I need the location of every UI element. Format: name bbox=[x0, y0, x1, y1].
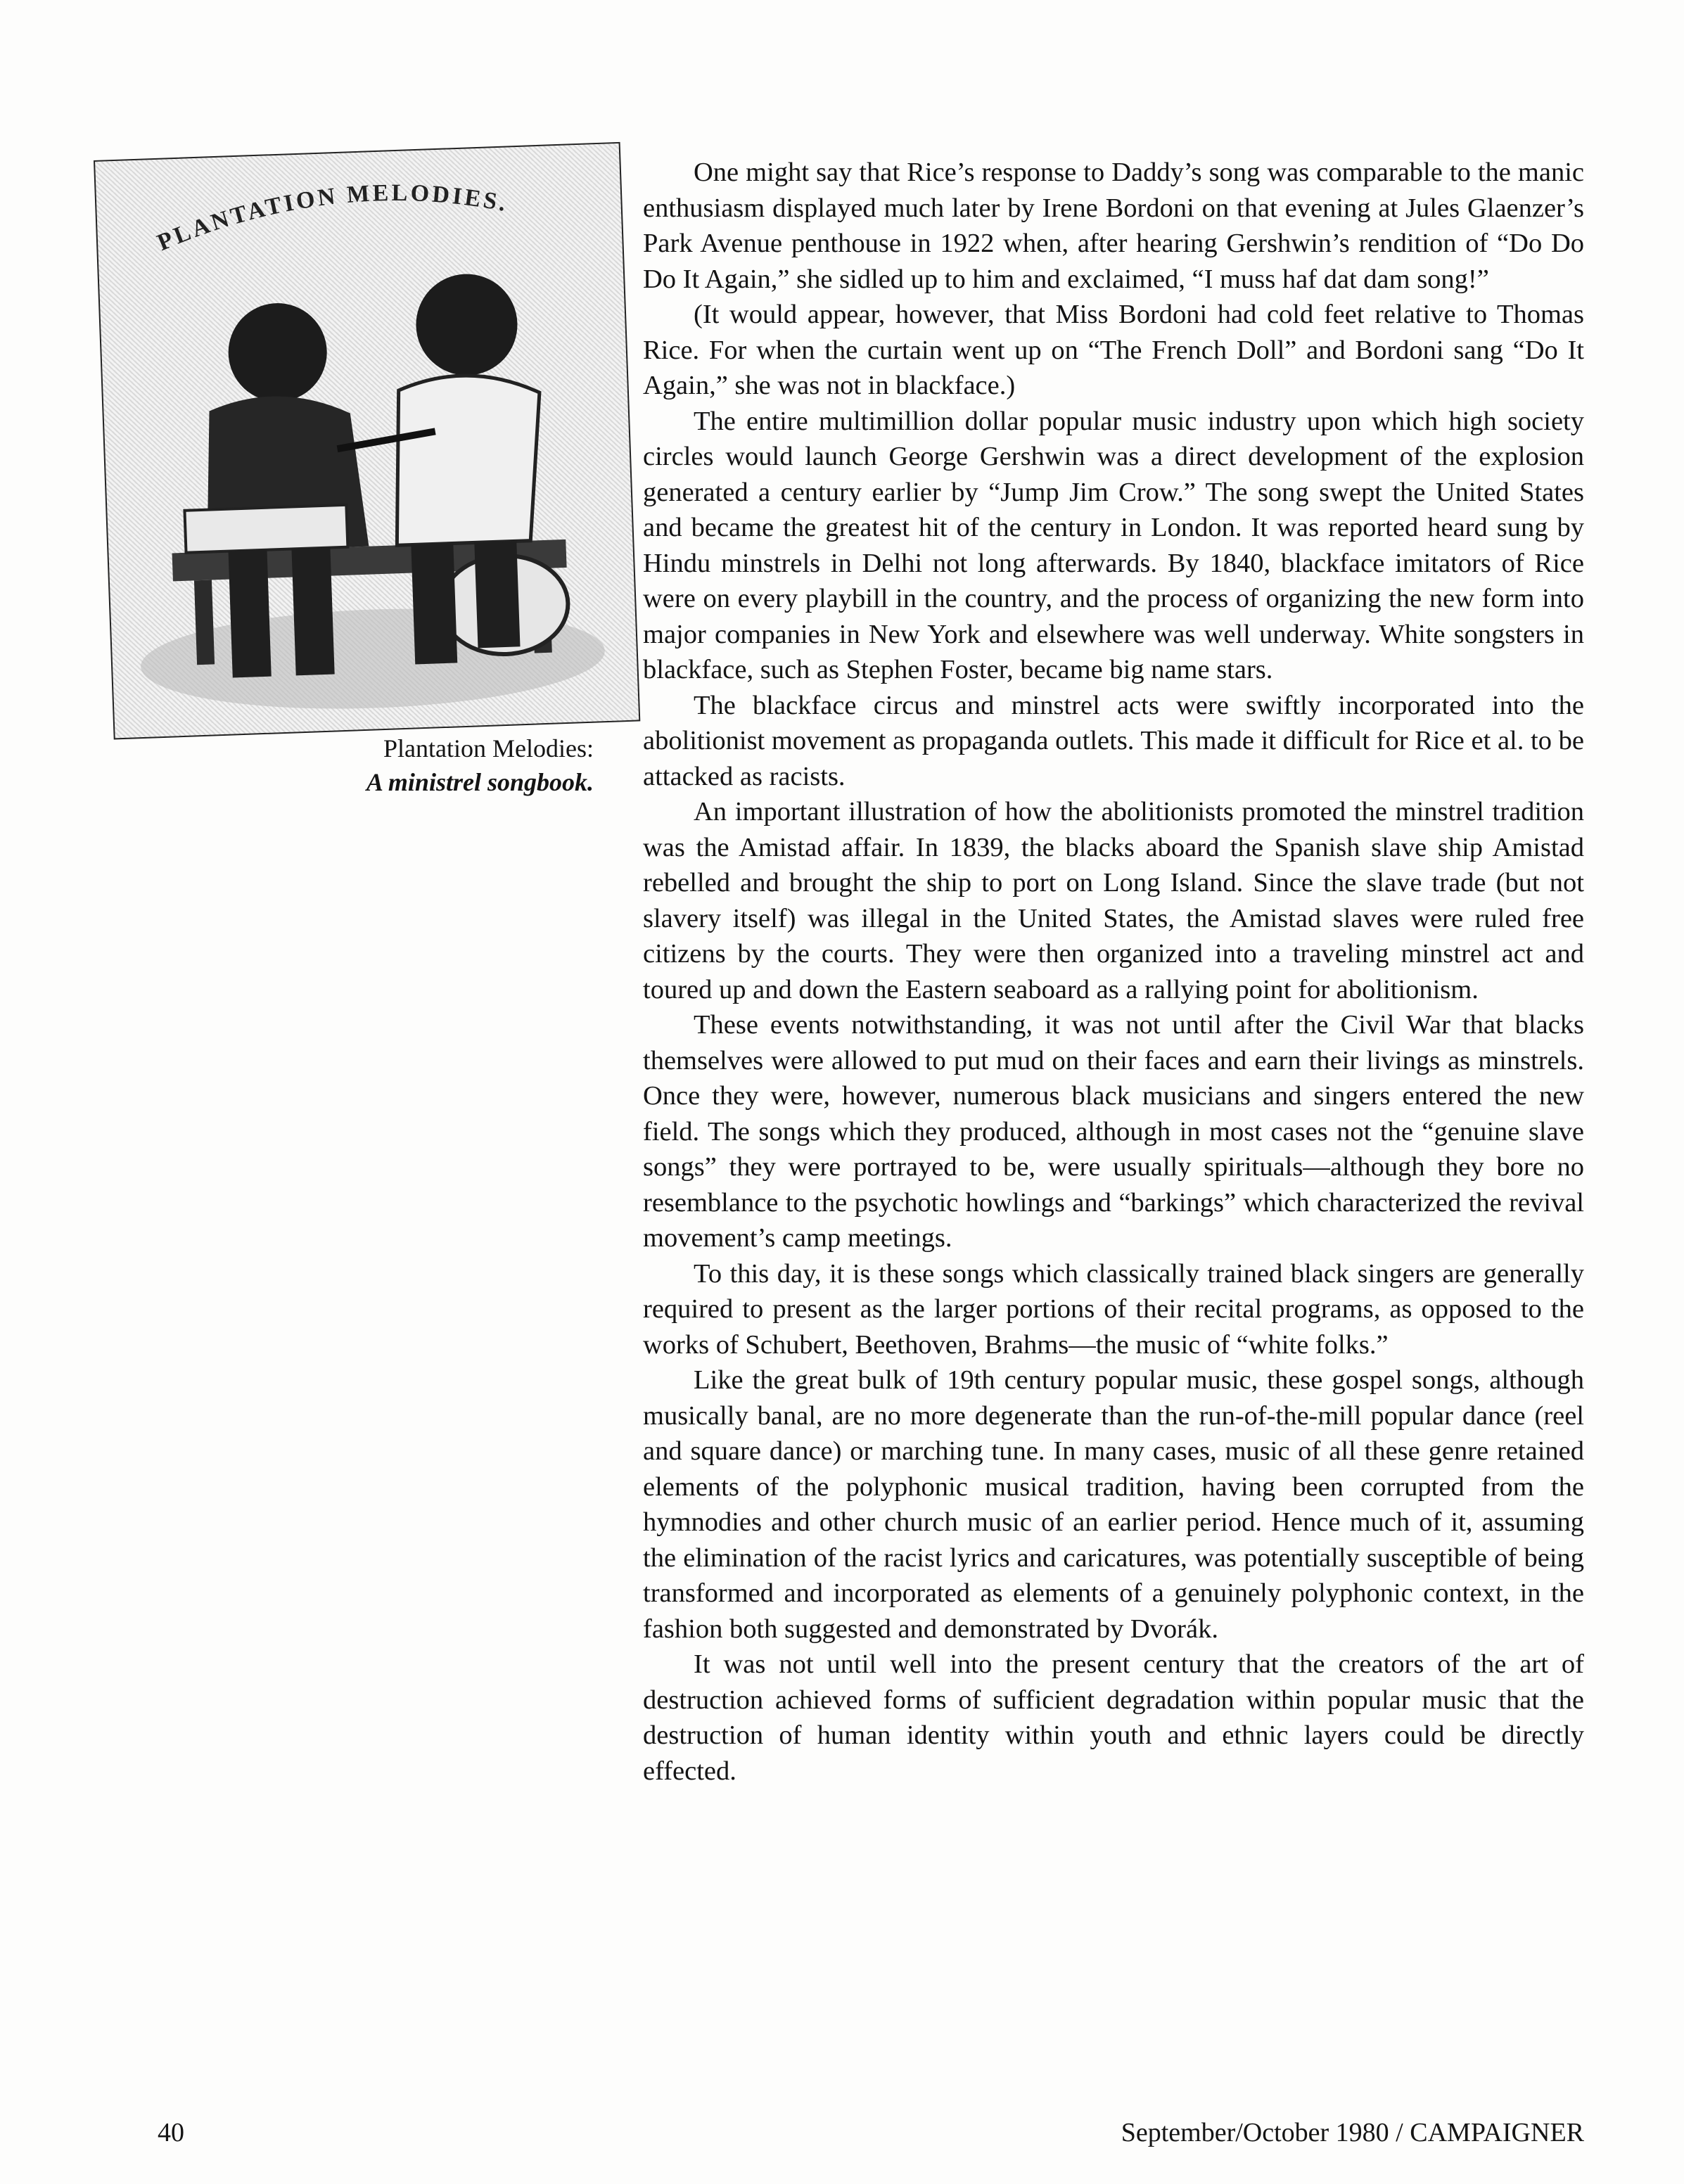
caption-subtitle: A ministrel songbook. bbox=[366, 768, 594, 796]
minstrel-figures-image bbox=[95, 143, 639, 739]
songbook-illustration bbox=[94, 142, 640, 740]
illustration-banner: PLANTATION MELODIES. bbox=[153, 179, 511, 256]
paragraph: An important illustration of how the abolitionists promoted the minstrel tradition was the Amistad affair. In 1839, the blacks aboard the Spanish slave ship Amistad rebelled and brought the ship to port on Long Island. Since the slave trade (but not slavery itself) was illegal in the United States, the Amistad slaves were ruled free citizens by the courts. They were then organized into a traveling minstrel act and toured up and down the Eastern seaboard as a rallying point for abolitionism. bbox=[643, 797, 1584, 1004]
paragraph: It was not until well into the present century that the creators of the art of destruction achieved forms of sufficient degradation within popular music that the destruction of human identity within youth and ethnic layers could be directly effected. bbox=[643, 1649, 1584, 1786]
paragraph: To this day, it is these songs which classically trained black singers are generally required to present as the larger portions of their recital programs, as opposed to the works of Schubert, Beethoven, Brahms—the music of “white folks.” bbox=[643, 1258, 1584, 1360]
svg-text:PLANTATION MELODIES. bbox=[152, 176, 512, 257]
paragraph: One might say that Rice’s response to Daddy’s song was comparable to the manic enthusiasm displayed much later by Irene Bordoni on that evening at Jules Glaenzer’s Park Avenue penthouse in 1922 when, after hearing Gershwin’s rendition of “Do Do Do It Again,” she sidled up to him and exclaimed, “I muss haf dat dam song!” bbox=[643, 158, 1584, 294]
running-footer: September/October 1980 / CAMPAIGNER bbox=[1121, 2118, 1584, 2147]
paragraph: (It would appear, however, that Miss Bordoni had cold feet relative to Thomas Rice. For when the curtain went up on “The French Doll” and Bordoni sang “Do It Again,” she was not in blackface.) bbox=[643, 300, 1584, 400]
figure-caption bbox=[312, 732, 594, 799]
page-number: 40 bbox=[158, 2118, 184, 2147]
article-body bbox=[643, 155, 1584, 1789]
paragraph: The entire multimillion dollar popular music industry upon which high society circles would launch George Gershwin was a direct development of the explosion generated a century earlier by “Jump Jim Crow.” The song swept the United States and became the greatest hit of the century in London. It was reported heard sung by Hindu minstrels in Delhi not long afterwards. By 1840, blackface imitators of Rice were on every playbill in the country, and the process of organizing the new form into major companies in New York and elsewhere was well underway. White songsters in blackface, such as Stephen Foster, became big name stars. bbox=[643, 406, 1584, 684]
caption-title: Plantation Melodies: bbox=[383, 734, 594, 762]
paragraph: These events notwithstanding, it was not until after the Civil War that blacks themselves were allowed to put mud on their faces and earn their livings as minstrels. Once they were, however, numerous black musicians and singers entered the new field. The songs which they produced, although in most cases not the “genuine slave songs” they were portrayed to be, were usually spirituals—although they bore no resemblance to the psychotic howlings and “barkings” which characterized the revival movement’s camp meetings. bbox=[643, 1010, 1584, 1253]
paragraph: The blackface circus and minstrel acts were swiftly incorporated into the abolitionist movement as propaganda outlets. This made it difficult for Rice et al. to be attacked as racists. bbox=[643, 690, 1584, 791]
paragraph: Like the great bulk of 19th century popular music, these gospel songs, although musically banal, are no more degenerate than the run-of-the-mill popular dance (reel and square dance) or marching tune. In many cases, music of all these genre retained elements of the polyphonic musical tradition, having been corrupted from the hymnodies and other church music of an earlier period. Hence much of it, assuming the elimination of the racist lyrics and caricatures, was potentially susceptible of being transformed and incorporated as elements of a genuinely polyphonic context, in the fashion both suggested and demonstrated by Dvorák. bbox=[643, 1365, 1584, 1644]
